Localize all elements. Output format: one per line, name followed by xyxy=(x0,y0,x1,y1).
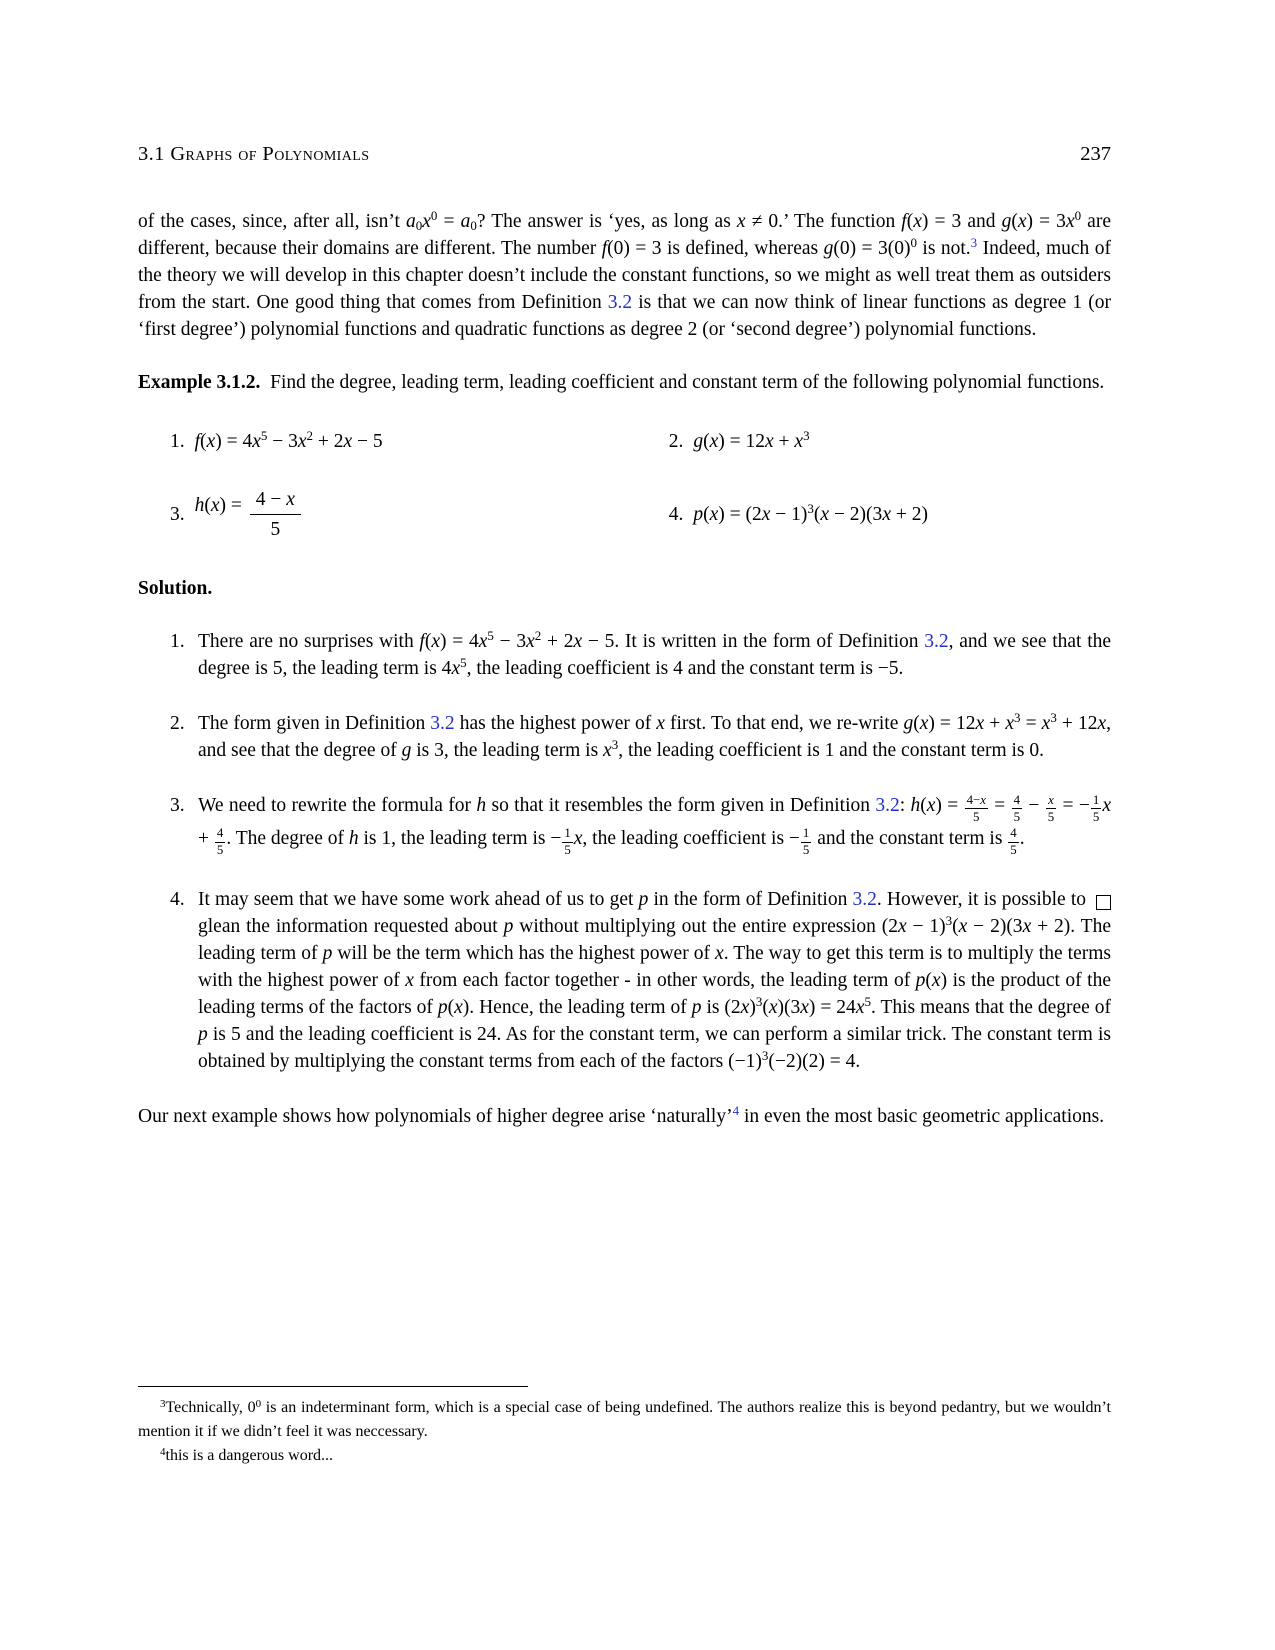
math-variable: x xyxy=(913,211,922,232)
example-label: Example 3.1.2. xyxy=(138,372,261,393)
text-run: ( xyxy=(813,504,821,526)
qed-square xyxy=(1096,895,1111,910)
footnote-rule xyxy=(138,1386,528,1387)
math-variable: x xyxy=(761,504,771,526)
fraction-numerator xyxy=(250,487,301,515)
text-run: Our next example shows how polynomials of higher degree arise ‘naturally’ xyxy=(138,1105,733,1127)
closing-paragraph xyxy=(138,1103,1111,1130)
fraction-numerator xyxy=(562,826,572,842)
text-run: ( xyxy=(204,494,211,516)
text-run: + 2). The leading term of xyxy=(198,915,1111,964)
text-run: There are no surprises with xyxy=(198,630,420,652)
text-run: Indeed, much of the theory we will develop in this chapter doesn’t include the constant functions, so we might as well treat them as outsiders from the start. One good thing that comes from Definition xyxy=(138,238,1111,313)
text-run: . The degree of xyxy=(226,827,349,849)
footnote-marker: 4 xyxy=(160,1445,166,1458)
definition-link[interactable]: 3.2 xyxy=(875,794,900,816)
text-run: ) = 24 xyxy=(808,996,856,1018)
text-run: ) = 12 xyxy=(718,431,765,452)
text-run: ( xyxy=(200,431,207,452)
text-run: is not. xyxy=(916,238,971,259)
fraction-numerator xyxy=(1046,793,1056,809)
text-run: this is a dangerous word... xyxy=(165,1447,334,1464)
superscript: 3 xyxy=(1050,709,1057,725)
item-number: 1. xyxy=(170,630,185,652)
math-variable: x xyxy=(405,969,414,991)
text-run: 5 xyxy=(802,843,810,858)
text-run: is 3, the leading term is xyxy=(411,739,604,761)
footnote-text xyxy=(138,1399,1111,1440)
solution-item-text xyxy=(198,792,1111,858)
fraction-denominator xyxy=(562,843,572,858)
text-run: from each factor together - in other words, the leading term of xyxy=(413,969,916,991)
text-run: The form given in Definition xyxy=(198,712,431,734)
text-run: + xyxy=(984,712,1006,734)
text-run: ) = 4 xyxy=(440,630,479,652)
math-variable: g xyxy=(903,712,914,734)
text-run: . However, it is possible to glean the information requested about xyxy=(198,888,1086,937)
item-formula xyxy=(693,501,928,528)
math-variable: x xyxy=(855,996,865,1018)
definition-link[interactable]: 3.2 xyxy=(430,712,455,734)
fraction-denominator xyxy=(1091,809,1101,824)
math-variable: x xyxy=(919,712,929,734)
text-run: of the cases, since, after all, isn’t xyxy=(138,211,407,232)
text-run: ) xyxy=(940,969,948,991)
item-number: 3. xyxy=(170,794,185,816)
text-run: without multiplying out the entire expression (2 xyxy=(513,915,898,937)
math-variable: h xyxy=(910,794,921,816)
math-variable: x xyxy=(1005,712,1014,734)
text-run: ( xyxy=(703,504,710,526)
solution-item-text xyxy=(198,628,1111,682)
math-variable: x xyxy=(286,489,295,510)
math-variable: x xyxy=(573,827,583,849)
superscript: 0 xyxy=(910,234,917,250)
math-variable: x xyxy=(297,431,307,452)
fraction xyxy=(965,793,988,825)
text-run: It may seem that we have some work ahead of us to get xyxy=(198,888,639,910)
page-content xyxy=(138,141,1111,1156)
math-variable: x xyxy=(709,504,719,526)
solution-item-text xyxy=(198,886,1111,1075)
text-run: = xyxy=(437,211,461,232)
text-run: ( xyxy=(906,211,914,232)
math-variable: g xyxy=(401,739,412,761)
text-run: in the form of Definition xyxy=(648,888,853,910)
fraction-numerator xyxy=(1012,793,1022,809)
text-run: + 2 xyxy=(313,431,344,452)
math-variable: x xyxy=(820,504,830,526)
definition-link[interactable]: 3.2 xyxy=(852,888,877,910)
superscript: 3 xyxy=(945,912,953,928)
example-item-4 xyxy=(669,501,1111,528)
text-run: (0) = 3(0) xyxy=(833,238,911,259)
text-run: ( xyxy=(913,712,920,734)
item-number: 4. xyxy=(668,504,684,526)
math-variable: p xyxy=(915,969,926,991)
fraction-numerator xyxy=(215,826,225,842)
math-variable: p xyxy=(503,915,514,937)
math-variable: f xyxy=(601,238,608,259)
text-run: has the highest power of xyxy=(454,712,657,734)
text-run: 5 xyxy=(1010,843,1017,858)
text-run: 4 − xyxy=(255,489,287,510)
math-variable: x xyxy=(800,996,809,1018)
text-run: ( xyxy=(703,431,710,452)
text-run: and the constant term is xyxy=(812,827,1008,849)
text-run: 4 xyxy=(1010,826,1017,841)
text-run: = xyxy=(1020,712,1042,734)
math-variable: x xyxy=(882,504,891,526)
fraction xyxy=(1046,793,1056,825)
text-run: : xyxy=(899,794,911,816)
math-variable: x xyxy=(252,431,261,452)
math-variable: h xyxy=(348,827,359,849)
math-variable: x xyxy=(765,431,774,452)
math-variable: x xyxy=(740,996,750,1018)
text-run: 5 xyxy=(973,809,980,824)
text-run: − xyxy=(1023,794,1045,816)
text-run: , the leading coefficient is 4 and the constant term is −5. xyxy=(466,657,904,679)
text-run: 5 xyxy=(270,519,281,541)
item-number: 2. xyxy=(668,431,684,452)
math-variable: a xyxy=(460,211,471,232)
math-variable: x xyxy=(709,431,719,452)
text-run: = − xyxy=(1057,794,1090,816)
math-variable: p xyxy=(693,504,704,526)
math-variable: x xyxy=(1017,211,1027,232)
superscript: 3 xyxy=(807,501,814,517)
math-variable: f xyxy=(419,630,425,652)
item-number: 1. xyxy=(170,431,185,452)
text-run: − 1) xyxy=(770,504,808,526)
solution-item4-runs xyxy=(198,889,1111,1072)
text-run: , and see that the degree of xyxy=(198,712,1112,761)
text-run: − 2)(3 xyxy=(967,915,1023,937)
text-run: 5 xyxy=(564,843,571,858)
solution-item-2 xyxy=(138,710,1111,764)
fraction-denominator xyxy=(250,515,301,542)
math-variable: x xyxy=(454,996,463,1018)
text-run: first. To that end, we re-write xyxy=(664,712,904,734)
math-variable: x xyxy=(478,630,488,652)
text-run: 5 xyxy=(1047,809,1055,824)
superscript: 3 xyxy=(755,993,763,1009)
item-formula xyxy=(195,428,383,455)
text-run: is an indeterminant form, which is a special case of being undefined. The authors realize this is beyond pedantry, but we wouldn’t mention it if we didn’t feel it was neccessary. xyxy=(138,1399,1112,1440)
section-title: 3.1 Graphs of Polynomials xyxy=(138,143,370,165)
text-run: 1 xyxy=(564,826,571,841)
fraction-numerator xyxy=(801,826,811,842)
math-variable: x xyxy=(1022,915,1032,937)
superscript: 3 xyxy=(803,427,810,443)
text-run: − 1) xyxy=(906,915,946,937)
text-run: + 12 xyxy=(1056,712,1098,734)
solution-item-4 xyxy=(138,886,1111,1075)
text-run: ( xyxy=(925,969,932,991)
item-formula xyxy=(693,428,809,455)
example-items-grid xyxy=(170,428,1111,543)
text-run: Find the degree, leading term, leading coefficient and constant term of the following polynomial functions. xyxy=(270,372,1105,393)
text-run: ) = 12 xyxy=(928,712,976,734)
superscript: 5 xyxy=(460,654,467,670)
text-run: ) = (2 xyxy=(718,504,762,526)
text-run: + xyxy=(198,827,214,849)
text-run: 4− xyxy=(966,793,981,808)
text-run: − 5 xyxy=(352,431,383,452)
superscript: 3 xyxy=(1014,709,1021,725)
math-variable: x xyxy=(931,969,941,991)
text-run: so that it resembles the form given in Definition xyxy=(486,794,876,816)
solution-item-3 xyxy=(138,792,1111,858)
text-run: ( xyxy=(762,996,769,1018)
text-run: ( xyxy=(952,915,959,937)
subscript: 0 xyxy=(470,218,477,234)
example-intro-text xyxy=(270,372,1104,393)
superscript: 2 xyxy=(306,427,314,443)
math-variable: f xyxy=(901,211,907,232)
math-variable: p xyxy=(322,942,333,964)
math-variable: x xyxy=(206,431,216,452)
math-variable: h xyxy=(476,794,487,816)
math-variable: x xyxy=(958,915,968,937)
text-run: 4 xyxy=(1013,793,1021,808)
fraction xyxy=(801,826,811,858)
text-run: will be the term which has the highest power of xyxy=(332,942,716,964)
text-run: is 5 and the leading coefficient is 24. As for the constant term, we can perform a similar trick. The constant term is obtained by multiplying the constant terms from each of the factors (−1) xyxy=(198,1023,1111,1072)
item-number: 2. xyxy=(170,712,185,734)
text-run: 5 xyxy=(1013,809,1021,824)
fraction-denominator xyxy=(215,843,225,858)
footnote-ref-link[interactable]: 3 xyxy=(970,234,978,250)
math-variable: x xyxy=(1048,793,1054,808)
example-heading xyxy=(138,369,1111,396)
superscript: 0 xyxy=(255,1397,262,1410)
fraction xyxy=(215,826,225,858)
math-variable: x xyxy=(1102,794,1111,816)
text-run: ) xyxy=(749,996,756,1018)
text-run: − 3 xyxy=(267,431,298,452)
text-run: + 2 xyxy=(541,630,574,652)
text-run: , and we see that the degree is 5, the leading term is 4 xyxy=(198,630,1112,679)
fraction-denominator xyxy=(965,809,988,824)
fraction xyxy=(250,487,301,543)
math-variable: g xyxy=(1001,211,1012,232)
math-variable: x xyxy=(573,630,583,652)
text-run: is the product of the leading terms of the factors of xyxy=(198,969,1111,1018)
text-run: ) = 3 xyxy=(1026,211,1066,232)
item-number: 3. xyxy=(170,504,185,526)
text-run: ≠ 0.’ The function xyxy=(745,211,902,232)
text-run: 1 xyxy=(1092,793,1100,808)
text-run: ( xyxy=(447,996,455,1018)
text-run: ( xyxy=(424,630,432,652)
text-run: + xyxy=(773,431,795,452)
footnote-text xyxy=(166,1447,334,1464)
superscript: 3 xyxy=(611,736,619,752)
math-variable: x xyxy=(656,712,665,734)
math-variable: x xyxy=(980,793,986,808)
math-variable: x xyxy=(422,211,431,232)
math-variable: x xyxy=(431,630,440,652)
fraction-numerator xyxy=(965,793,988,809)
text-run: Technically, 0 xyxy=(165,1399,256,1416)
superscript: 5 xyxy=(260,427,268,443)
footnote-3 xyxy=(138,1396,1111,1444)
math-variable: p xyxy=(198,1023,208,1045)
intro-paragraph xyxy=(138,208,1111,343)
footnotes-block xyxy=(138,1386,1111,1468)
math-variable: h xyxy=(194,494,205,516)
fraction-numerator xyxy=(1008,826,1018,842)
text-run: in even the most basic geometric applications. xyxy=(739,1105,1105,1127)
math-variable: a xyxy=(406,211,416,232)
footnote-marker: 3 xyxy=(160,1397,166,1410)
math-variable: g xyxy=(823,238,834,259)
text-run: 1 xyxy=(802,826,810,841)
fraction-denominator xyxy=(1012,809,1022,824)
fraction-denominator xyxy=(1008,843,1018,858)
solution-item-text xyxy=(198,710,1111,764)
math-variable: x xyxy=(926,794,936,816)
text-run: . The way to get this term is to multiply the terms with the highest power of xyxy=(198,942,1111,991)
fraction xyxy=(1012,793,1022,825)
fraction-denominator xyxy=(801,843,811,858)
text-run: = xyxy=(988,794,1011,816)
text-run: − 5. It is written in the form of Definition xyxy=(582,630,925,652)
math-variable: x xyxy=(794,431,804,452)
fraction xyxy=(1008,826,1018,858)
math-variable: x xyxy=(603,739,612,761)
text-run: ( xyxy=(920,794,927,816)
math-variable: x xyxy=(1065,211,1075,232)
math-variable: x xyxy=(343,431,353,452)
text-run: + 2) xyxy=(890,504,928,526)
running-header xyxy=(138,141,1111,168)
example-item-2 xyxy=(669,428,1111,455)
footnote-ref-link[interactable]: 4 xyxy=(732,1102,740,1118)
math-variable: f xyxy=(194,431,201,452)
text-run: is 1, the leading term is − xyxy=(358,827,562,849)
math-variable: x xyxy=(975,712,985,734)
math-variable: x xyxy=(210,494,220,516)
text-run: is (2 xyxy=(701,996,741,1018)
math-variable: x xyxy=(451,657,461,679)
text-run: (−2)(2) = 4. xyxy=(768,1050,861,1072)
example-item-3 xyxy=(170,487,669,543)
fraction xyxy=(1091,793,1101,825)
math-variable: g xyxy=(693,431,704,452)
item-number: 4. xyxy=(170,888,185,910)
text-run: 5 xyxy=(216,843,224,858)
math-variable: x xyxy=(736,211,746,232)
math-variable: x xyxy=(1041,712,1051,734)
text-run: 4 xyxy=(216,826,224,841)
text-run: is that we can now think of linear functions as degree 1 (or ‘first degree’) polynomial functions and quadratic functions as degree 2 (or ‘second degree’) polynomial functions. xyxy=(138,292,1111,340)
subscript: 0 xyxy=(415,218,423,234)
spacer xyxy=(260,372,270,393)
superscript: 0 xyxy=(430,207,438,223)
math-variable: p xyxy=(437,996,448,1018)
text-run: We need to rewrite the formula for xyxy=(198,794,477,816)
page-number: 237 xyxy=(1080,143,1111,165)
text-run: ). Hence, the leading term of xyxy=(462,996,692,1018)
example-item-1 xyxy=(170,428,669,455)
solution-item-1 xyxy=(138,628,1111,682)
fraction-numerator xyxy=(1091,793,1101,809)
text-run: . This means that the degree of xyxy=(870,996,1111,1018)
text-run: )(3 xyxy=(777,996,801,1018)
definition-link[interactable]: 3.2 xyxy=(607,292,633,313)
superscript: 5 xyxy=(864,993,871,1009)
text-run: ) = 3 and xyxy=(921,211,1002,232)
text-run: − 3 xyxy=(493,630,527,652)
text-run: . xyxy=(1019,827,1025,849)
definition-link[interactable]: 3.2 xyxy=(924,630,949,652)
text-run: ) = 4 xyxy=(215,431,253,452)
item-formula xyxy=(195,487,304,543)
math-variable: x xyxy=(897,915,907,937)
text-run: ? The answer is ‘yes, as long as xyxy=(476,211,737,232)
math-variable: x xyxy=(715,942,724,964)
superscript: 5 xyxy=(487,627,494,643)
text-run: , the leading coefficient is 1 and the constant term is 0. xyxy=(618,739,1045,761)
text-run: ( xyxy=(1011,211,1018,232)
math-variable: x xyxy=(768,996,778,1018)
text-run: − 2)(3 xyxy=(829,504,883,526)
math-variable: p xyxy=(691,996,702,1018)
superscript: 3 xyxy=(761,1047,769,1063)
fraction-denominator xyxy=(1046,809,1056,824)
fraction xyxy=(562,826,572,858)
text-run: are different, because their domains are different. The number xyxy=(138,211,1111,259)
math-variable: p xyxy=(638,888,649,910)
math-variable: x xyxy=(1097,712,1107,734)
text-run: ) = xyxy=(935,794,964,816)
text-run: ) = xyxy=(219,494,247,516)
footnote-4 xyxy=(138,1444,1111,1468)
superscript: 2 xyxy=(534,627,542,643)
text-run: (0) = 3 is defined, whereas xyxy=(607,238,824,259)
text-run: 5 xyxy=(1092,809,1100,824)
superscript: 0 xyxy=(1074,207,1082,223)
solution-label: Solution. xyxy=(138,577,213,599)
math-variable: x xyxy=(526,630,535,652)
text-run: , the leading coefficient is − xyxy=(582,827,800,849)
